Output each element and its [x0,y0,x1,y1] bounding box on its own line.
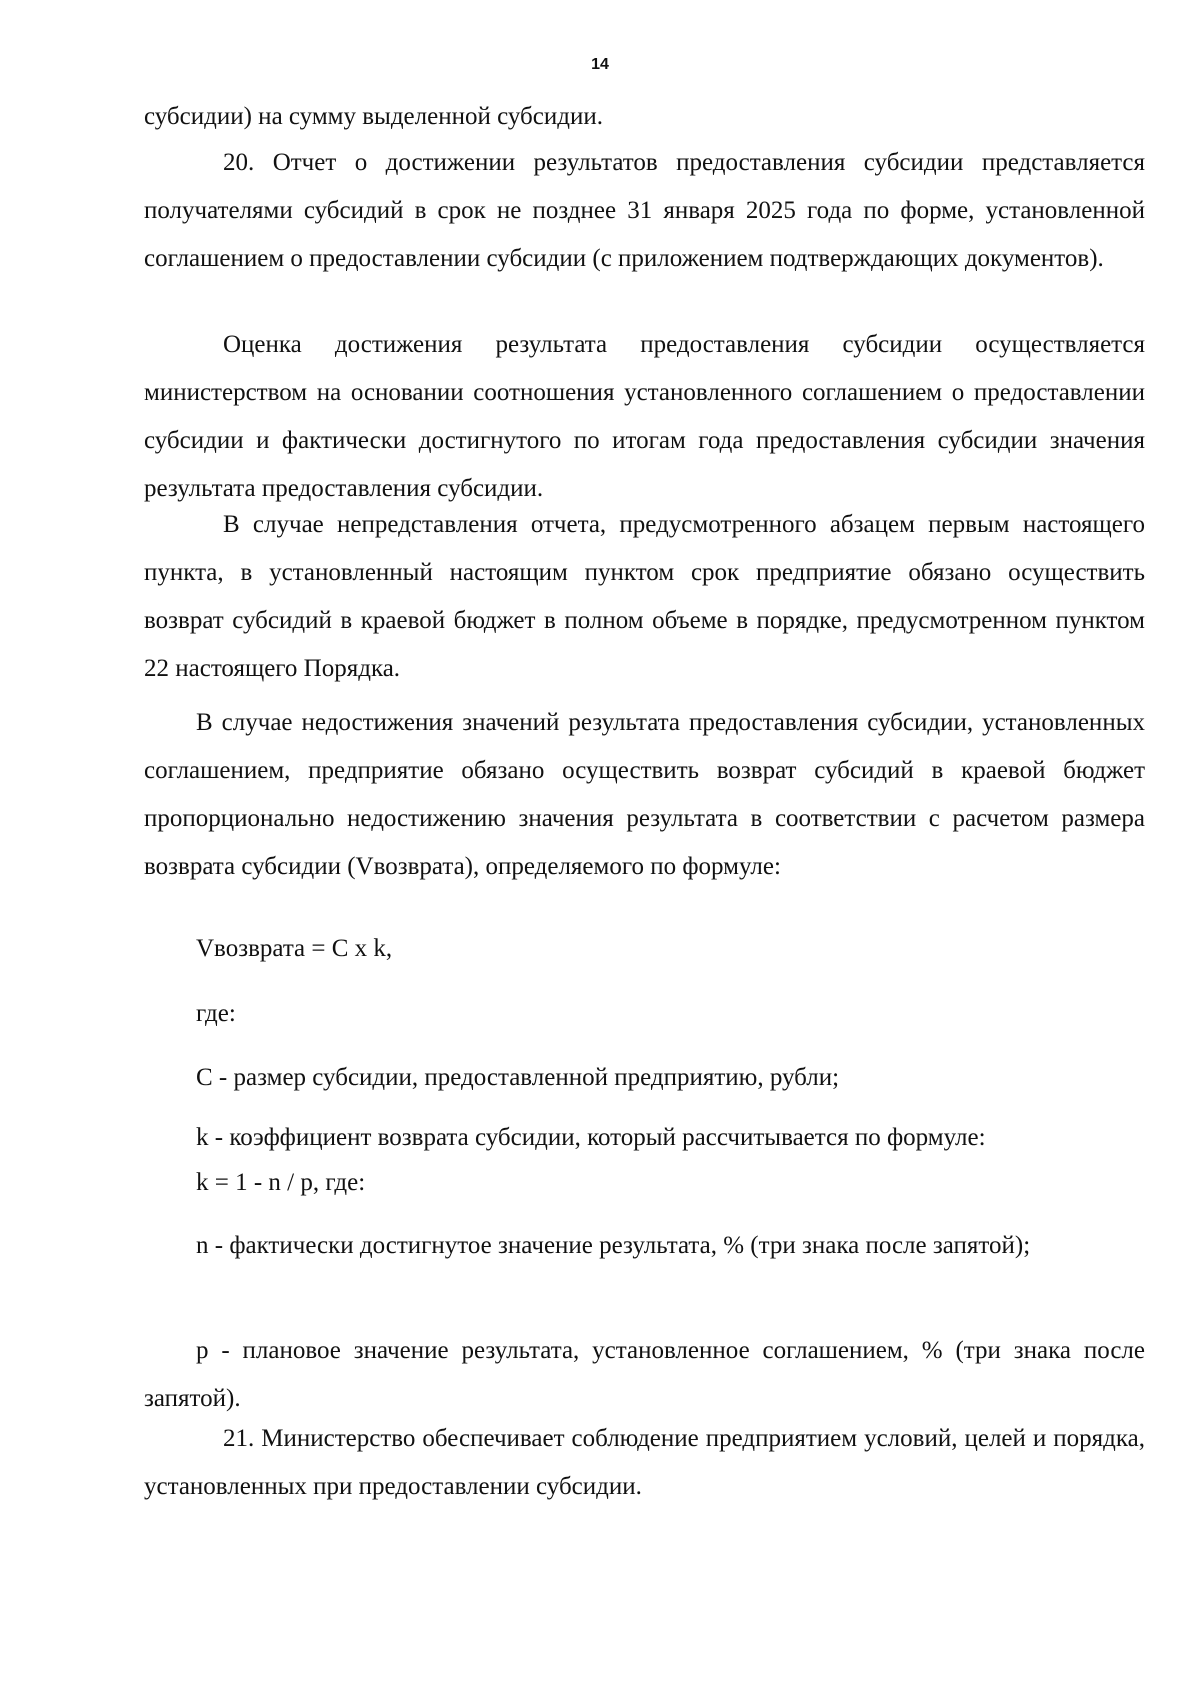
formula-n-definition: n - фактически достигнутое значение результата, % (три знака после запятой); [196,1232,1031,1259]
formula-main: Vвозврата = C x k, [196,935,393,962]
paragraph-21-ministry: 21. Министерство обеспечивает соблюдение предприятием условий, целей и порядка, установленных при предоставлении субсидии. [144,1425,1145,1500]
paragraph-not-achieved: В случае недостижения значений результата предоставления субсидии, установленных соглашением, предприятие обязано осуществить возврат субсидий в краевой бюджет пропорционально недостижению значения результата в соответствии с расчетом размера возврата субсидии (Vвозврата), определяемого по формуле: [144,709,1145,880]
paragraph-no-report: В случае непредставления отчета, предусмотренного абзацем первым настоящего пункта, в установленный настоящим пунктом срок предприятие обязано осуществить возврат субсидий в краевой бюджет в полном объеме в порядке, предусмотренном пунктом 22 настоящего Порядка. [144,511,1145,682]
formula-c-definition: C - размер субсидии, предоставленной предприятию, рубли; [196,1064,840,1091]
formula-p-definition: p - плановое значение результата, установленное соглашением, % (три знака после запятой). [144,1337,1145,1412]
formula-k: k = 1 - n / p, где: [196,1169,366,1196]
page-number: 14 [591,56,609,73]
formula-where: где: [196,1000,236,1027]
paragraph-continuation: субсидии) на сумму выделенной субсидии. [144,103,603,130]
paragraph-20-report: 20. Отчет о достижении результатов предоставления субсидии представляется получателями субсидий в срок не позднее 31 января 2025 года по форме, установленной соглашением о предоставлении субсидии (с приложением подтверждающих документов). [144,149,1145,272]
formula-k-definition: k - коэффициент возврата субсидии, который рассчитывается по формуле: [196,1124,986,1151]
paragraph-assessment: Оценка достижения результата предоставления субсидии осуществляется министерством на основании соотношения установленного соглашением о предоставлении субсидии и фактически достигнутого по итогам года предоставления субсидии значения результата предоставления субсидии. [144,331,1145,502]
